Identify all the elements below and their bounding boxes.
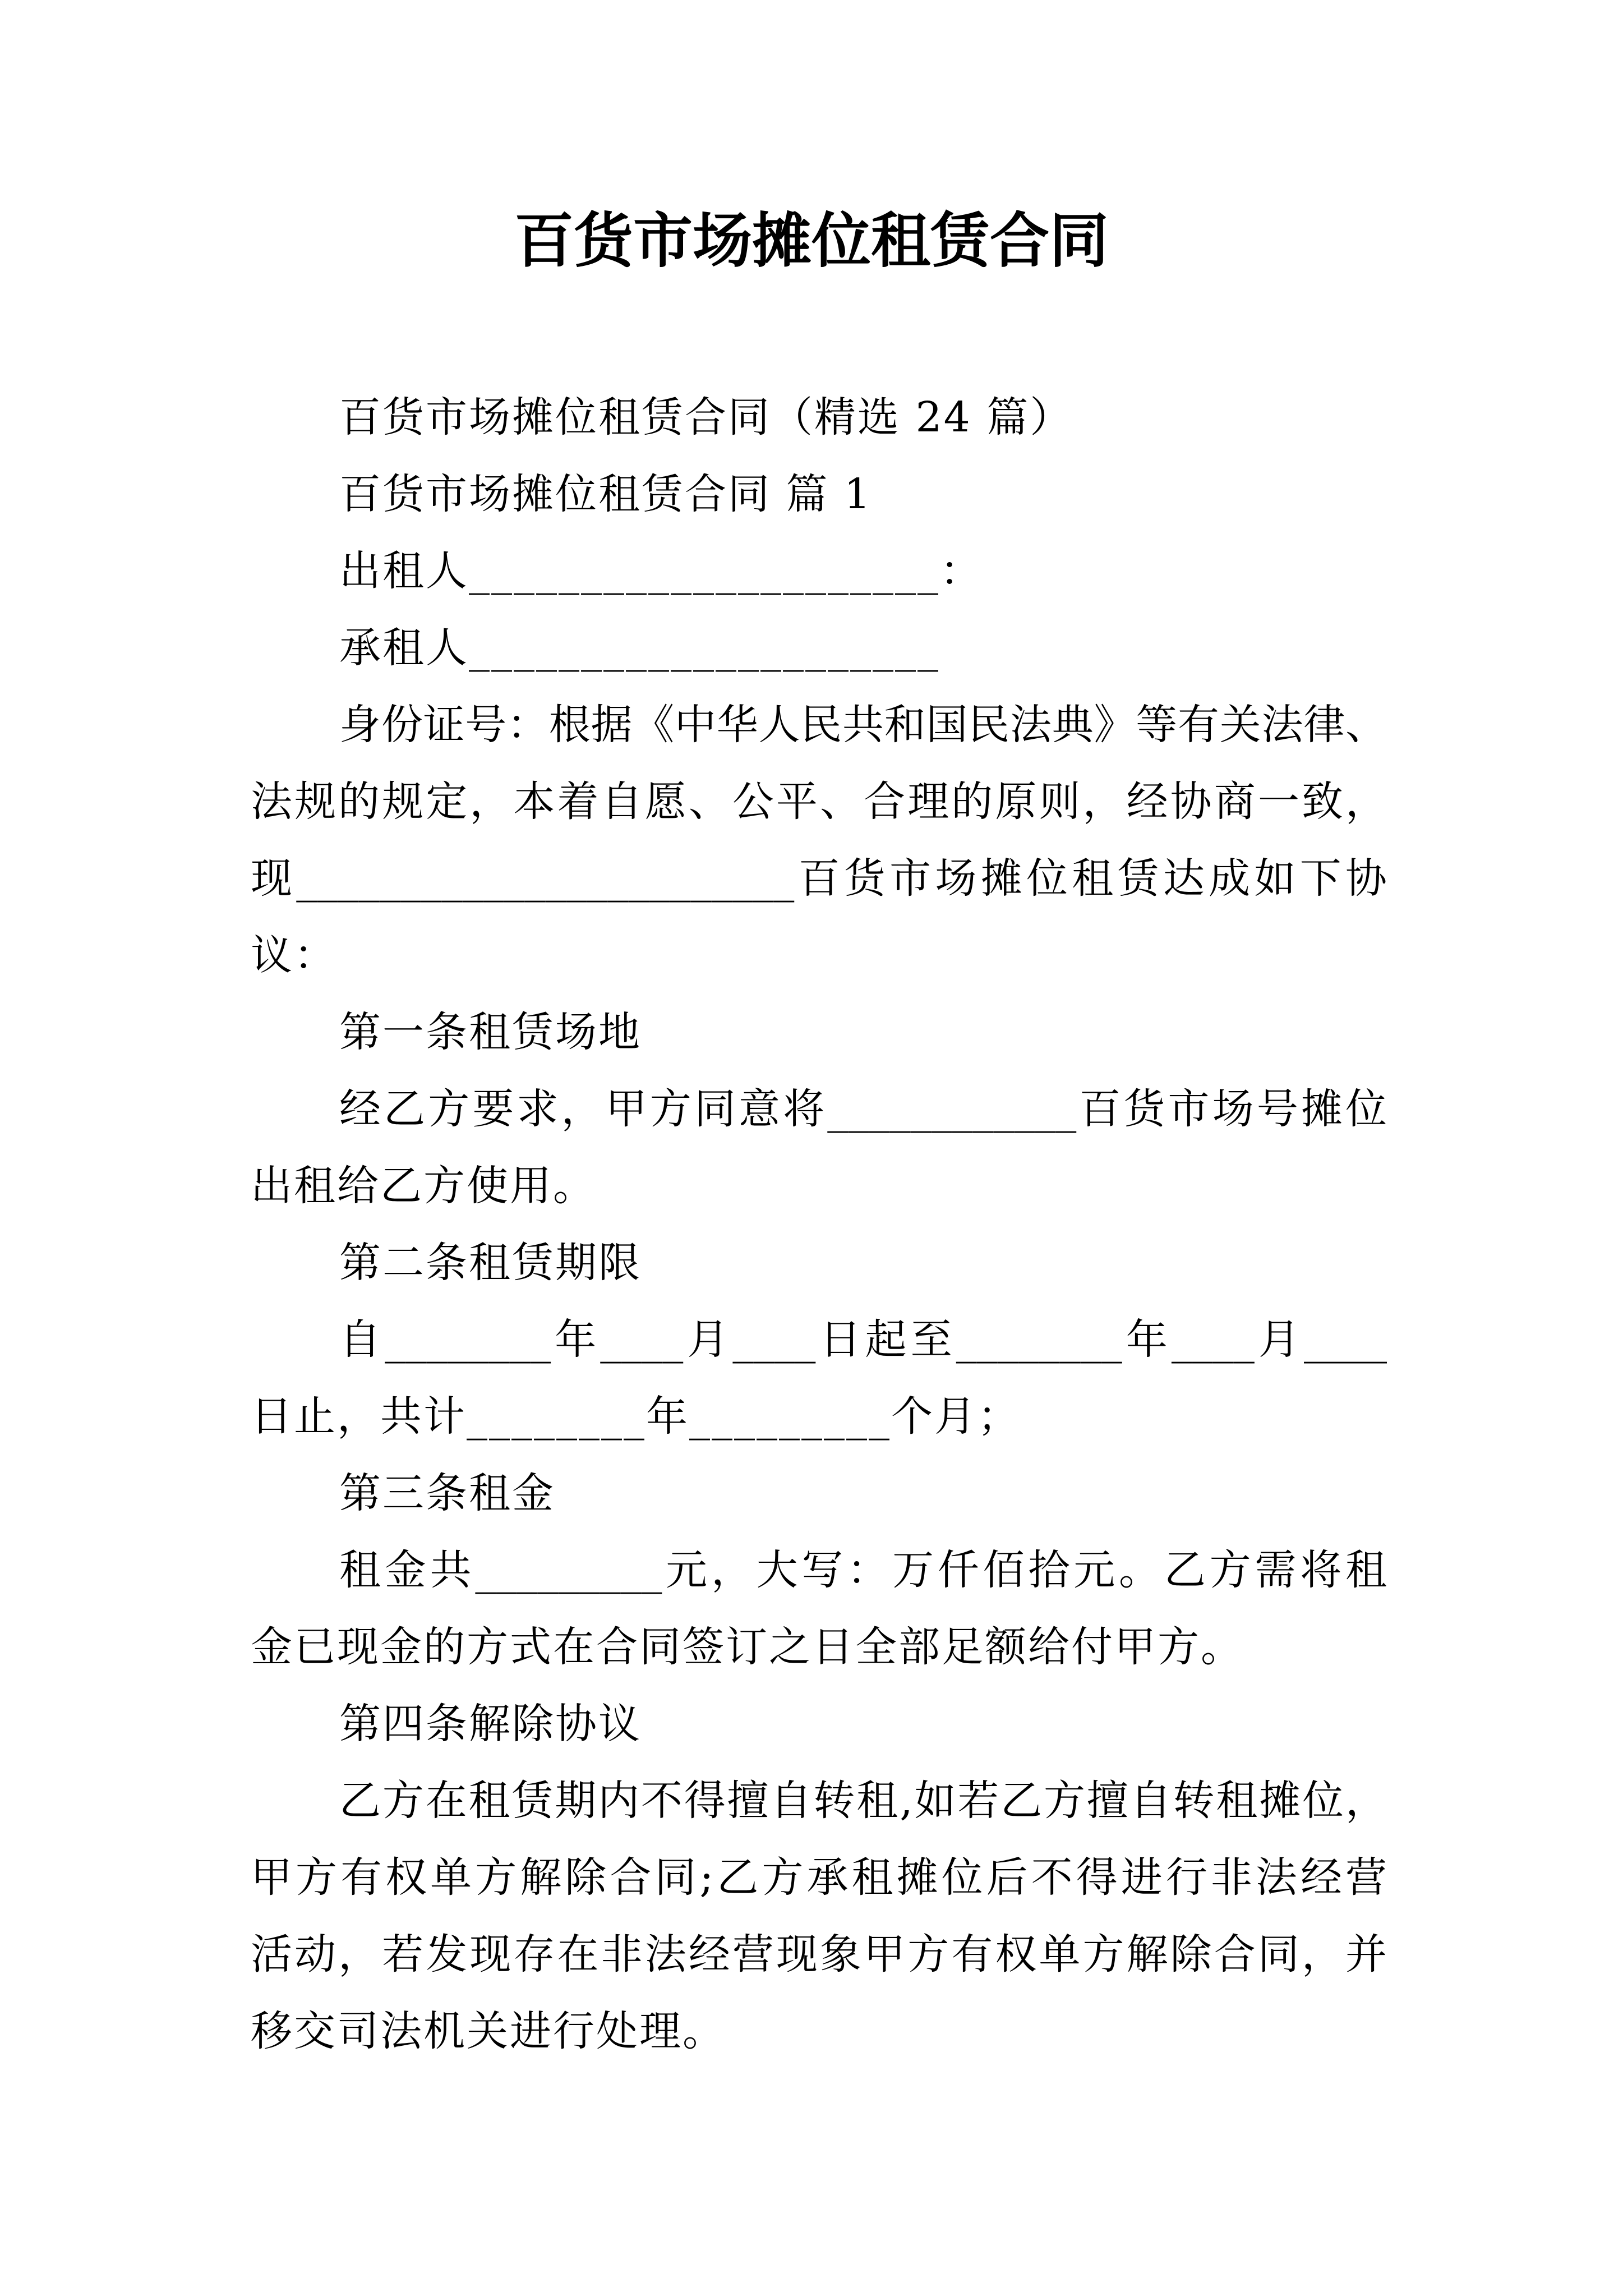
- lessee-field: 承租人_____________________: [339, 624, 940, 672]
- collection-subtitle: 百货市场摊位租赁合同（精选 24 篇）: [339, 393, 1073, 441]
- rent-line: 金已现金的方式在合同签订之日全部足额给付甲方。: [251, 1623, 1244, 1671]
- body-line: 法规的规定，本着自愿、公平、合理的原则，经协商一致，: [251, 777, 1387, 826]
- body-line: 议：: [251, 931, 337, 979]
- body-line: 甲方有权单方解除合同;乙方承租摊位后不得进行非法经营: [251, 1853, 1387, 1902]
- body-line: 现________________________百货市场摊位租赁达成如下协: [251, 854, 1387, 903]
- body-line: 经乙方要求，甲方同意将____________百货市场号摊位: [339, 1085, 1387, 1133]
- body-line: 活动，若发现存在非法经营现象甲方有权单方解除合同，并: [251, 1930, 1387, 1978]
- document-body: [0, 379, 1623, 2070]
- lease-term-line: 日止，共计________年_________个月；: [251, 1392, 1021, 1441]
- lease-term-line: 自________年____月____日起至________年____月____: [339, 1315, 1387, 1364]
- body-line: 出租给乙方使用。: [251, 1162, 596, 1210]
- document-title: 百货市场摊位租赁合同: [514, 205, 1109, 275]
- body-line: 身份证号：根据《中华人民共和国民法典》等有关法律、: [339, 701, 1387, 749]
- clause-heading: 第二条租赁期限: [339, 1239, 642, 1287]
- clause-heading: 第一条租赁场地: [339, 1008, 642, 1056]
- clause-heading: 第四条解除协议: [339, 1700, 642, 1748]
- body-line: 移交司法机关进行处理。: [251, 2007, 726, 2055]
- article-number: 百货市场摊位租赁合同 篇 1: [339, 470, 873, 518]
- lessor-field: 出租人_____________________：: [339, 547, 983, 595]
- body-line: 乙方在租赁期内不得擅自转租,如若乙方擅自转租摊位，: [339, 1777, 1387, 1825]
- rent-line: 租金共_________元，大写：万仟佰拾元。乙方需将租: [339, 1546, 1387, 1594]
- clause-heading: 第三条租金: [339, 1469, 555, 1517]
